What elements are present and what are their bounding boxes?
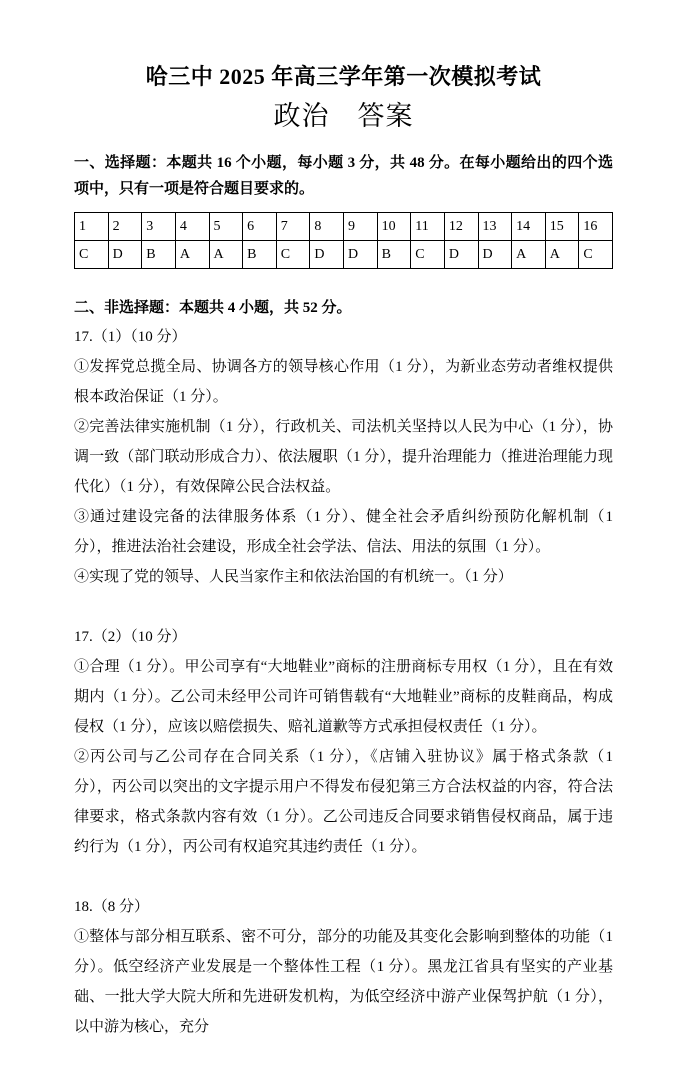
question-answer-block [74, 322, 613, 592]
question-label: 17.（1）（10 分） [74, 328, 187, 345]
question-label: 18.（8 分） [74, 898, 150, 915]
answer-letter-cell: D [344, 241, 378, 269]
answer-paragraph: ①合理（1 分）。甲公司享有“大地鞋业”商标的注册商标专用权（1 分），且在有效期内（1 分）。乙公司未经甲公司许可销售载有“大地鞋业”商标的皮鞋商品，构成侵权（1 分），应该以赔偿损失、赔礼道歉等方式承担侵权责任（1 分）。 [74, 658, 613, 735]
exam-title: 哈三中 2025 年高三学年第一次模拟考试 [145, 64, 542, 89]
section-1-heading: 一、选择题：本题共 16 个小题，每小题 3 分，共 48 分。在每小题给出的四个选项中，只有一项是符合题目要求的。 [74, 154, 613, 198]
answer-table-question-number-row [75, 213, 613, 241]
question-number-cell: 15 [545, 213, 579, 241]
question-number-cell: 14 [512, 213, 546, 241]
question-number-cell: 2 [108, 213, 142, 241]
answer-letter-cell: D [444, 241, 478, 269]
question-number-cell: 7 [276, 213, 310, 241]
free-response-answers [74, 322, 613, 1042]
answer-letter-cell: D [478, 241, 512, 269]
question-number-cell: 12 [444, 213, 478, 241]
answer-letter-cell: D [310, 241, 344, 269]
question-number-cell: 3 [142, 213, 176, 241]
question-number-cell: 6 [243, 213, 277, 241]
question-number-cell: 5 [209, 213, 243, 241]
answer-letter-cell: C [579, 241, 613, 269]
answer-letter-cell: C [276, 241, 310, 269]
answer-letter-cell: B [377, 241, 411, 269]
answer-letter-cell: A [175, 241, 209, 269]
answer-letter-cell: C [75, 241, 109, 269]
answer-paragraph: ①整体与部分相互联系、密不可分，部分的功能及其变化会影响到整体的功能（1 分）。低空经济产业发展是一个整体性工程（1 分）。黑龙江省具有坚实的产业基础、一批大学大院大所和先进研发机构，为低空经济中游产业保驾护航（1 分），以中游为核心，充分 [74, 928, 613, 1035]
question-number-cell: 10 [377, 213, 411, 241]
answer-letter-cell: A [545, 241, 579, 269]
question-number-cell: 13 [478, 213, 512, 241]
answer-letter-cell: A [209, 241, 243, 269]
question-number-cell: 8 [310, 213, 344, 241]
question-number-cell: 1 [75, 213, 109, 241]
question-number-cell: 11 [411, 213, 445, 241]
multiple-choice-answer-table [74, 212, 613, 269]
question-label: 17.（2）（10 分） [74, 628, 187, 645]
answer-paragraph: ②完善法律实施机制（1 分），行政机关、司法机关坚持以人民为中心（1 分），协调一致（部门联动形成合力）、依法履职（1 分），提升治理能力（推进治理能力现代化）（1 分），有效保障公民合法权益。 [74, 418, 613, 495]
answer-letter-cell: B [142, 241, 176, 269]
answer-paragraph: ②丙公司与乙公司存在合同关系（1 分），《店铺入驻协议》属于格式条款（1 分），丙公司以突出的文字提示用户不得发布侵犯第三方合法权益的内容，符合法律要求，格式条款内容有效（1 分）。乙公司违反合同要求销售侵权商品，属于违约行为（1 分），丙公司有权追究其违约责任（1 分）。 [74, 748, 613, 855]
question-number-cell: 4 [175, 213, 209, 241]
answer-letter-cell: C [411, 241, 445, 269]
answer-table-answer-row [75, 241, 613, 269]
question-answer-block [74, 892, 613, 1042]
answer-paragraph: ③通过建设完备的法律服务体系（1 分）、健全社会矛盾纠纷预防化解机制（1 分），推进法治社会建设，形成全社会学法、信法、用法的氛围（1 分）。 [74, 508, 613, 555]
answer-letter-cell: D [108, 241, 142, 269]
question-number-cell: 16 [579, 213, 613, 241]
question-number-cell: 9 [344, 213, 378, 241]
answer-letter-cell: A [512, 241, 546, 269]
answer-paragraph: ④实现了党的领导、人民当家作主和依法治国的有机统一。（1 分） [74, 568, 513, 585]
answer-paragraph: ①发挥党总揽全局、协调各方的领导核心作用（1 分），为新业态劳动者维权提供根本政治保证（1 分）。 [74, 358, 613, 405]
section-2-heading: 二、非选择题：本题共 4 小题，共 52 分。 [74, 300, 352, 317]
question-answer-block [74, 622, 613, 862]
subject-answer-title: 政治 答案 [273, 100, 414, 131]
answer-letter-cell: B [243, 241, 277, 269]
